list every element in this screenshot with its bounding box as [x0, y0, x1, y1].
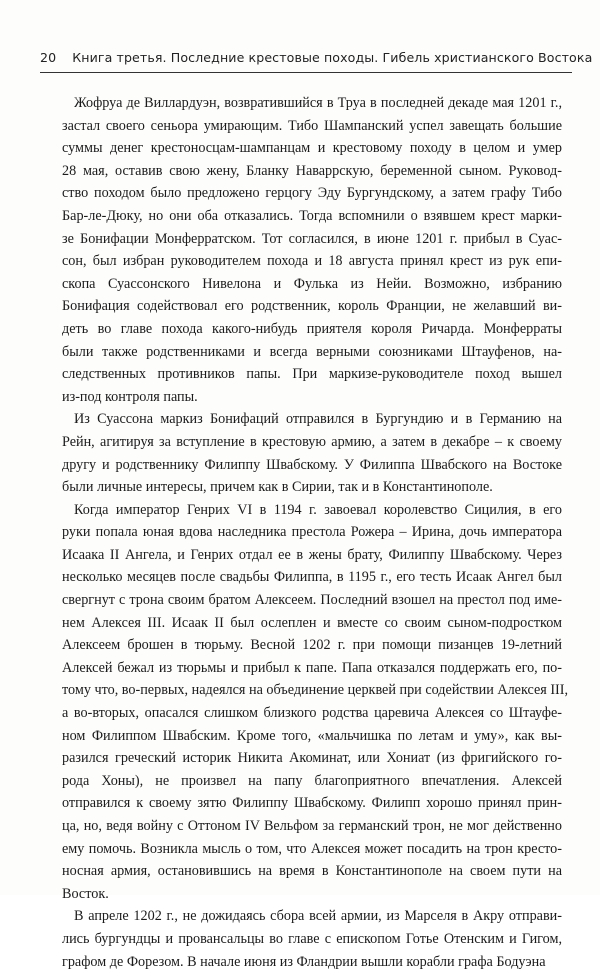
text-line: были личные интересы, причем как в Сирии, так и в Константинополе.	[62, 479, 493, 496]
text-line: лись бургундцы и провансальцы во главе с епископом Готье Отенским и Гигом,	[62, 930, 562, 947]
text-line: ном Филиппом Швабским. Кроме того, «мальчишка по летам и уму», как вы-	[62, 727, 562, 744]
text-line: были также родственниками и всегда верными союзниками Штауфенов, на-	[62, 343, 562, 360]
text-line: носная армия, остановившись на время в Константинополе на своем пути на	[62, 863, 562, 880]
text-line: ца, но, ведя войну с Оттоном IV Вельфом за германский трон, не мог действенно	[62, 818, 562, 834]
text-line: суммы денег крестоносцам-шампанцам и крестовому походу в целом и умер	[62, 140, 562, 157]
text-line: руки попала юная вдова наследника престола Рожера – Ирина, дочь императора	[62, 524, 562, 541]
paragraph	[62, 905, 562, 973]
text-line: а во-вторых, опасался слишком близкого родства царевича Алексея со Штауфе-	[62, 705, 562, 722]
text-line: зе Бонифации Монферратском. Тот согласился, в июне 1201 г. прибыл в Суас-	[62, 230, 562, 247]
text-line: другу и родственнику Филиппу Швабскому. У Филиппа Швабского на Востоке	[62, 456, 562, 473]
text-line: графом де Форезом. В начале июня из Фландрии вышли корабли графа Бодуэна	[62, 953, 546, 970]
paragraph	[62, 408, 562, 498]
header-rule	[40, 72, 572, 73]
text-line: разился греческий историк Никита Акоминат, или Хониат (из фригийского го-	[62, 750, 562, 767]
text-line: В апреле 1202 г., не дожидаясь сбора всей армии, из Марселя в Акру отправи-	[74, 908, 562, 925]
text-line: тому что, во-первых, надеялся на объединение церквей при содействии Алексея III,	[62, 682, 569, 699]
paragraph	[62, 499, 569, 906]
text-line: из-под контроля папы.	[62, 388, 198, 405]
text-line: ство походом было предложено герцогу Эду Бургундскому, а затем графу Тибо	[62, 185, 562, 202]
text-line: следственных противников папы. При маркизе-руководителе поход вышел	[62, 366, 562, 383]
text-line: скопа Суассонского Нивелона и Фулька из Нейи. Возможно, избранию	[62, 275, 562, 292]
paragraph	[62, 92, 562, 408]
text-line: Жофруа де Виллардуэн, возвратившийся в Труа в последней декаде мая 1201 г.,	[74, 95, 562, 111]
text-line: Алексеем брошен в тюрьму. Весной 1202 г. при помощи пизанцев 19-летний	[62, 637, 562, 654]
text-line: Алексей бежал из тюрьмы и прибыл к папе. Папа отказался поддержать его, по-	[62, 659, 562, 676]
running-head	[40, 50, 593, 70]
text-line: ему помочь. Возникла мысль о том, что Алексея может посадить на трон кресто-	[62, 840, 562, 857]
text-line: Восток.	[62, 885, 109, 902]
body-text	[62, 92, 569, 973]
text-line: Когда император Генрих VI в 1194 г. завоевал королевство Сицилия, в его	[74, 501, 562, 518]
running-title: Книга третья. Последние крестовые походы. Гибель христианского Востока	[72, 50, 593, 65]
text-line: деть во главе похода какого-нибудь приятеля короля Ричарда. Монферраты	[62, 320, 562, 337]
text-line: свергнут с трона своим братом Алексеем. Последний взошел на престол под име-	[62, 592, 562, 609]
text-line: Из Суассона маркиз Бонифаций отправился в Бургундию и в Германию на	[74, 411, 562, 428]
text-line: застал своего сеньора умирающим. Тибо Шампанский успел завещать большие	[62, 117, 562, 134]
text-line: Бар-ле-Дюку, но они оба отказались. Тогда вспомнили о взявшем крест марки-	[62, 207, 562, 224]
text-line: несколько месяцев после свадьбы Филиппа, в 1195 г., его тесть Исаак Ангел был	[62, 569, 562, 586]
text-line: Рейн, агитируя за вступление в крестовую армию, а затем в декабре – к своему	[62, 433, 562, 450]
text-line: отправился к своему зятю Филиппу Швабскому. Филипп хорошо принял прин-	[62, 795, 562, 812]
page-number: 20	[40, 50, 57, 65]
text-line: нем Алексея III. Исаак II был ослеплен и вместе со своим сыном-подростком	[62, 614, 562, 631]
text-line: Исаака II Ангела, и Генрих отдал ее в жены брату, Филиппу Швабскому. Через	[62, 546, 562, 563]
text-line: рода Хоны), не произвел на папу благоприятного впечатления. Алексей	[62, 772, 562, 789]
text-line: сон, был избран руководителем похода и 18 августа принял крест из рук епи-	[62, 253, 562, 270]
text-line: Бонифация содействовал его родственник, король Франции, не желавший ви-	[62, 298, 562, 315]
text-line: 28 мая, оставив свою жену, Бланку Наваррскую, беременной сыном. Руковод-	[62, 162, 562, 179]
